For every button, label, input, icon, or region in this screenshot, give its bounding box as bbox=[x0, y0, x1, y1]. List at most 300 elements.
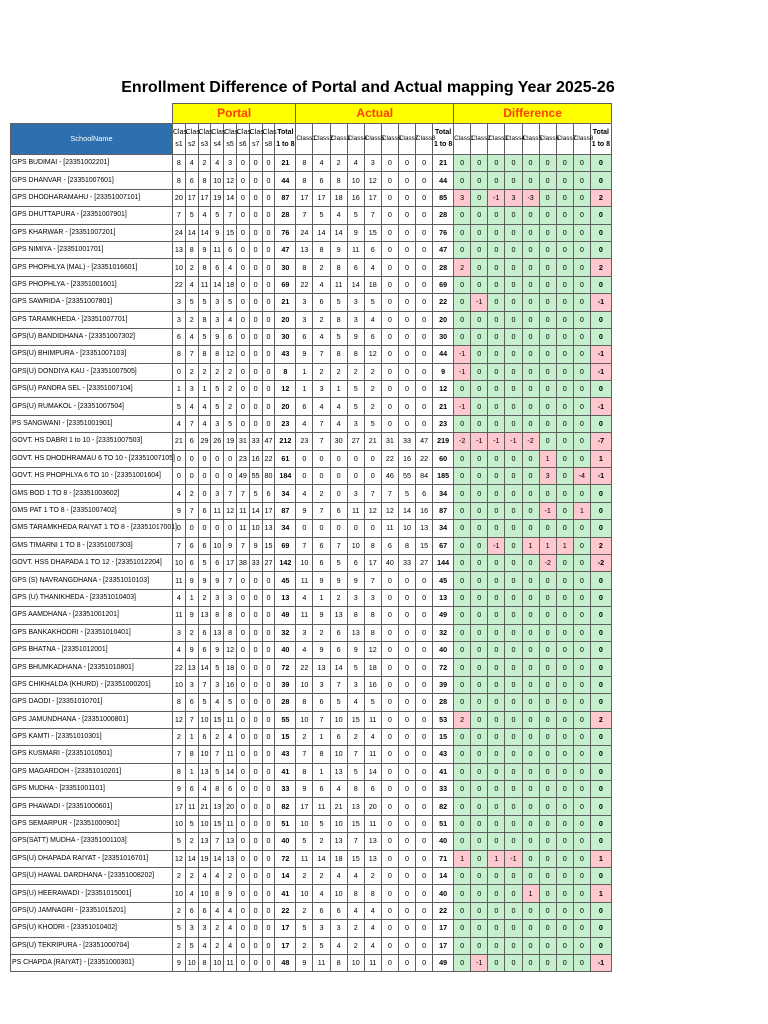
diff-value-cell: 0 bbox=[488, 589, 505, 606]
diff-value-cell: 0 bbox=[556, 172, 573, 189]
portal-value-cell: 0 bbox=[236, 363, 249, 380]
diff-total-cell: -1 bbox=[590, 363, 611, 380]
diff-value-cell: 0 bbox=[454, 207, 471, 224]
portal-value-cell: 3 bbox=[211, 294, 224, 311]
diff-value-cell: 0 bbox=[522, 676, 539, 693]
portal-value-cell: 4 bbox=[185, 276, 198, 293]
diff-value-cell: 3 bbox=[539, 468, 556, 485]
actual-value-cell: 4 bbox=[296, 641, 313, 658]
actual-value-cell: 16 bbox=[364, 676, 381, 693]
diff-value-cell: 0 bbox=[471, 694, 488, 711]
actual-value-cell: 10 bbox=[330, 815, 347, 832]
table-row bbox=[11, 833, 612, 850]
diff-value-cell: 0 bbox=[539, 485, 556, 502]
diff-value-cell: 0 bbox=[471, 659, 488, 676]
actual-value-cell: 5 bbox=[313, 937, 330, 954]
actual-total-cell: 40 bbox=[433, 641, 454, 658]
diff-value-cell: -1 bbox=[488, 537, 505, 554]
portal-value-cell: 1 bbox=[198, 381, 211, 398]
actual-value-cell: 0 bbox=[416, 850, 433, 867]
portal-value-cell: 5 bbox=[185, 815, 198, 832]
portal-value-cell: 15 bbox=[211, 711, 224, 728]
diff-value-cell: -1 bbox=[539, 502, 556, 519]
diff-value-cell: 0 bbox=[488, 833, 505, 850]
portal-value-cell: 5 bbox=[224, 294, 237, 311]
school-name-cell: GPS(U) KHODRI - [23351010402] bbox=[11, 920, 173, 937]
diff-value-cell: 0 bbox=[505, 485, 522, 502]
diff-value-cell: 0 bbox=[539, 815, 556, 832]
diff-value-cell: 0 bbox=[505, 711, 522, 728]
diff-value-cell: 0 bbox=[556, 155, 573, 172]
diff-value-cell: 0 bbox=[556, 433, 573, 450]
diff-value-cell: 2 bbox=[454, 711, 471, 728]
actual-total-cell: 33 bbox=[433, 781, 454, 798]
actual-value-cell: 4 bbox=[296, 415, 313, 432]
table-row bbox=[11, 468, 612, 485]
portal-value-cell: 9 bbox=[211, 224, 224, 241]
actual-value-cell: 0 bbox=[398, 694, 415, 711]
actual-value-cell: 9 bbox=[296, 781, 313, 798]
diff-total-cell: 0 bbox=[590, 415, 611, 432]
actual-value-cell: 0 bbox=[398, 728, 415, 745]
diff-value-cell: 0 bbox=[488, 728, 505, 745]
portal-value-cell: 0 bbox=[249, 589, 262, 606]
portal-value-cell: 5 bbox=[173, 398, 186, 415]
portal-value-cell: 5 bbox=[185, 207, 198, 224]
diff-value-cell: 0 bbox=[454, 537, 471, 554]
portal-value-cell: 0 bbox=[262, 868, 275, 885]
diff-value-cell: 0 bbox=[522, 937, 539, 954]
diff-value-cell: 0 bbox=[488, 520, 505, 537]
diff-value-cell: 0 bbox=[573, 954, 590, 971]
diff-total-cell: 0 bbox=[590, 937, 611, 954]
portal-value-cell: 0 bbox=[249, 346, 262, 363]
diff-value-cell: 0 bbox=[522, 241, 539, 258]
portal-value-cell: 10 bbox=[211, 954, 224, 971]
portal-value-cell: 8 bbox=[211, 346, 224, 363]
portal-value-cell: 8 bbox=[211, 885, 224, 902]
actual-value-cell: 4 bbox=[313, 328, 330, 345]
portal-value-cell: 24 bbox=[173, 224, 186, 241]
table-row bbox=[11, 954, 612, 971]
portal-value-cell: 6 bbox=[211, 259, 224, 276]
diff-value-cell: -1 bbox=[505, 433, 522, 450]
diff-value-cell: 1 bbox=[522, 885, 539, 902]
actual-value-cell: 9 bbox=[313, 607, 330, 624]
actual-total-cell: 15 bbox=[433, 728, 454, 745]
diff-value-cell: 0 bbox=[471, 259, 488, 276]
school-name-cell: GPS KHARWAR - [23351007201] bbox=[11, 224, 173, 241]
diff-value-cell: 0 bbox=[488, 676, 505, 693]
portal-value-cell: 11 bbox=[173, 572, 186, 589]
portal-value-cell: 6 bbox=[198, 728, 211, 745]
table-row bbox=[11, 224, 612, 241]
portal-value-cell: 4 bbox=[185, 328, 198, 345]
actual-value-cell: 0 bbox=[381, 363, 398, 380]
diff-total-cell: 0 bbox=[590, 328, 611, 345]
table-row bbox=[11, 520, 612, 537]
actual-total-cell: 144 bbox=[433, 554, 454, 571]
portal-value-cell: 12 bbox=[173, 850, 186, 867]
portal-value-cell: 1 bbox=[185, 763, 198, 780]
portal-total-cell: 20 bbox=[275, 311, 296, 328]
actual-value-cell: 20 bbox=[364, 798, 381, 815]
table-row bbox=[11, 676, 612, 693]
table-row bbox=[11, 798, 612, 815]
actual-value-cell: 3 bbox=[296, 311, 313, 328]
diff-value-cell: 0 bbox=[454, 641, 471, 658]
portal-value-cell: 9 bbox=[224, 885, 237, 902]
actual-value-cell: 8 bbox=[330, 172, 347, 189]
actual-value-cell: 0 bbox=[381, 589, 398, 606]
diff-value-cell: 0 bbox=[522, 363, 539, 380]
portal-value-cell: 2 bbox=[185, 485, 198, 502]
portal-total-cell: 17 bbox=[275, 937, 296, 954]
diff-value-cell: 0 bbox=[505, 954, 522, 971]
portal-value-cell: 0 bbox=[262, 311, 275, 328]
portal-value-cell: 0 bbox=[236, 711, 249, 728]
portal-class-header: Clas s2 bbox=[185, 124, 198, 155]
diff-value-cell: 0 bbox=[505, 276, 522, 293]
portal-value-cell: 4 bbox=[185, 155, 198, 172]
diff-value-cell: 0 bbox=[471, 589, 488, 606]
school-name-cell: GPS(U) TEKRIPURA - [23351000704] bbox=[11, 937, 173, 954]
actual-value-cell: 2 bbox=[347, 728, 364, 745]
portal-value-cell: 1 bbox=[173, 381, 186, 398]
portal-value-cell: 17 bbox=[262, 502, 275, 519]
actual-total-cell: 47 bbox=[433, 241, 454, 258]
actual-value-cell: 0 bbox=[313, 520, 330, 537]
school-name-cell: GPS(U) BHIMPURA - [23351007103] bbox=[11, 346, 173, 363]
portal-value-cell: 55 bbox=[249, 468, 262, 485]
portal-value-cell: 9 bbox=[211, 572, 224, 589]
portal-value-cell: 0 bbox=[249, 607, 262, 624]
portal-value-cell: 7 bbox=[236, 537, 249, 554]
diff-value-cell: 0 bbox=[573, 381, 590, 398]
diff-value-cell: 0 bbox=[471, 833, 488, 850]
diff-total-cell: 0 bbox=[590, 520, 611, 537]
diff-value-cell: 0 bbox=[454, 798, 471, 815]
diff-value-cell: 0 bbox=[573, 485, 590, 502]
diff-total-cell: 0 bbox=[590, 676, 611, 693]
portal-value-cell: 3 bbox=[185, 676, 198, 693]
portal-value-cell: 11 bbox=[198, 276, 211, 293]
portal-value-cell: 4 bbox=[198, 781, 211, 798]
portal-value-cell: 2 bbox=[211, 937, 224, 954]
portal-value-cell: 14 bbox=[211, 276, 224, 293]
diff-value-cell: 0 bbox=[573, 554, 590, 571]
portal-value-cell: 0 bbox=[249, 241, 262, 258]
diff-total-cell: 0 bbox=[590, 241, 611, 258]
diff-value-cell: 0 bbox=[471, 450, 488, 467]
diff-value-cell: 0 bbox=[539, 954, 556, 971]
actual-value-cell: 0 bbox=[398, 676, 415, 693]
diff-value-cell: -1 bbox=[505, 850, 522, 867]
actual-value-cell: 0 bbox=[398, 189, 415, 206]
actual-value-cell: 17 bbox=[364, 189, 381, 206]
school-name-cell: PS SANGWANI - [23351001901] bbox=[11, 415, 173, 432]
portal-value-cell: 29 bbox=[198, 433, 211, 450]
diff-total-cell: 1 bbox=[590, 850, 611, 867]
portal-value-cell: 0 bbox=[249, 328, 262, 345]
actual-value-cell: 2 bbox=[364, 381, 381, 398]
actual-value-cell: 3 bbox=[347, 311, 364, 328]
diff-value-cell: 0 bbox=[522, 850, 539, 867]
portal-value-cell: 0 bbox=[249, 728, 262, 745]
actual-value-cell: 2 bbox=[313, 485, 330, 502]
portal-value-cell: 0 bbox=[262, 954, 275, 971]
diff-value-cell: 0 bbox=[539, 294, 556, 311]
diff-value-cell: 0 bbox=[556, 502, 573, 519]
portal-value-cell: 0 bbox=[262, 728, 275, 745]
portal-value-cell: 0 bbox=[262, 746, 275, 763]
actual-value-cell: 16 bbox=[347, 189, 364, 206]
portal-total-cell: 33 bbox=[275, 781, 296, 798]
actual-value-cell: 5 bbox=[347, 207, 364, 224]
portal-value-cell: 5 bbox=[198, 694, 211, 711]
diff-value-cell: 0 bbox=[522, 694, 539, 711]
diff-value-cell: 0 bbox=[556, 207, 573, 224]
portal-value-cell: 3 bbox=[211, 311, 224, 328]
diff-value-cell: 0 bbox=[573, 241, 590, 258]
actual-value-cell: 0 bbox=[381, 850, 398, 867]
diff-value-cell: 0 bbox=[488, 502, 505, 519]
diff-value-cell: -4 bbox=[573, 468, 590, 485]
diff-total-cell: -1 bbox=[590, 954, 611, 971]
portal-value-cell: 10 bbox=[198, 746, 211, 763]
actual-value-cell: 12 bbox=[364, 641, 381, 658]
diff-value-cell: 0 bbox=[573, 207, 590, 224]
actual-total-cell: 53 bbox=[433, 711, 454, 728]
portal-value-cell: 0 bbox=[262, 937, 275, 954]
diff-value-cell: 0 bbox=[454, 833, 471, 850]
actual-value-cell: 10 bbox=[296, 815, 313, 832]
diff-value-cell: 0 bbox=[488, 885, 505, 902]
diff-value-cell: 0 bbox=[471, 537, 488, 554]
diff-value-cell: 0 bbox=[488, 781, 505, 798]
actual-value-cell: 0 bbox=[381, 398, 398, 415]
actual-value-cell: 10 bbox=[330, 746, 347, 763]
table-row bbox=[11, 415, 612, 432]
school-name-cell: GPS (U) THANIKHEDA - [23351010403] bbox=[11, 589, 173, 606]
actual-value-cell: 7 bbox=[364, 207, 381, 224]
diff-value-cell: 0 bbox=[539, 207, 556, 224]
portal-value-cell: 6 bbox=[185, 433, 198, 450]
portal-value-cell: 0 bbox=[249, 224, 262, 241]
portal-value-cell: 0 bbox=[236, 398, 249, 415]
portal-total-cell: 61 bbox=[275, 450, 296, 467]
diff-value-cell: 0 bbox=[539, 311, 556, 328]
actual-value-cell: 7 bbox=[364, 485, 381, 502]
actual-value-cell: 2 bbox=[296, 728, 313, 745]
diff-value-cell: 0 bbox=[454, 589, 471, 606]
diff-value-cell: 0 bbox=[454, 502, 471, 519]
portal-value-cell: 0 bbox=[236, 850, 249, 867]
portal-value-cell: 8 bbox=[224, 607, 237, 624]
diff-value-cell: 0 bbox=[539, 259, 556, 276]
actual-value-cell: 12 bbox=[364, 346, 381, 363]
portal-value-cell: 8 bbox=[173, 172, 186, 189]
actual-total-cell: 45 bbox=[433, 572, 454, 589]
actual-total-cell: 76 bbox=[433, 224, 454, 241]
portal-value-cell: 0 bbox=[249, 798, 262, 815]
actual-value-cell: 11 bbox=[296, 572, 313, 589]
actual-class-header: Class6 bbox=[381, 124, 398, 155]
portal-value-cell: 0 bbox=[173, 520, 186, 537]
group-actual: Actual bbox=[296, 104, 454, 124]
diff-value-cell: 0 bbox=[539, 728, 556, 745]
portal-value-cell: 2 bbox=[173, 937, 186, 954]
diff-value-cell: 0 bbox=[539, 676, 556, 693]
diff-value-cell: 0 bbox=[454, 902, 471, 919]
actual-value-cell: 0 bbox=[416, 781, 433, 798]
actual-value-cell: 0 bbox=[313, 450, 330, 467]
school-name-header: SchoolName bbox=[11, 124, 173, 155]
school-name-cell: GPS DHANVAR - [23351007601] bbox=[11, 172, 173, 189]
diff-total-cell: -2 bbox=[590, 554, 611, 571]
actual-value-cell: 4 bbox=[330, 415, 347, 432]
actual-value-cell: 13 bbox=[330, 763, 347, 780]
actual-value-cell: 0 bbox=[381, 241, 398, 258]
diff-value-cell: -1 bbox=[488, 189, 505, 206]
portal-value-cell: 0 bbox=[198, 468, 211, 485]
portal-value-cell: 0 bbox=[249, 920, 262, 937]
diff-value-cell: 0 bbox=[556, 641, 573, 658]
actual-value-cell: 8 bbox=[330, 259, 347, 276]
actual-value-cell: 9 bbox=[347, 224, 364, 241]
portal-value-cell: 22 bbox=[173, 276, 186, 293]
diff-value-cell: 0 bbox=[471, 189, 488, 206]
actual-value-cell: 8 bbox=[313, 241, 330, 258]
actual-value-cell: 2 bbox=[347, 937, 364, 954]
diff-value-cell: 0 bbox=[573, 676, 590, 693]
actual-value-cell: 5 bbox=[330, 694, 347, 711]
diff-value-cell: 0 bbox=[522, 920, 539, 937]
actual-total-cell: 40 bbox=[433, 833, 454, 850]
diff-value-cell: 0 bbox=[488, 572, 505, 589]
diff-value-cell: 0 bbox=[556, 624, 573, 641]
diff-value-cell: 0 bbox=[522, 294, 539, 311]
school-name-cell: GPS PHOPHLYA - [23351001601] bbox=[11, 276, 173, 293]
table-row bbox=[11, 398, 612, 415]
actual-value-cell: 0 bbox=[416, 607, 433, 624]
actual-value-cell: 14 bbox=[398, 502, 415, 519]
actual-value-cell: 5 bbox=[296, 833, 313, 850]
portal-value-cell: 10 bbox=[173, 259, 186, 276]
actual-value-cell: 0 bbox=[398, 572, 415, 589]
actual-value-cell: 8 bbox=[330, 346, 347, 363]
actual-value-cell: 0 bbox=[347, 520, 364, 537]
actual-value-cell: 2 bbox=[330, 155, 347, 172]
portal-value-cell: 0 bbox=[236, 207, 249, 224]
portal-value-cell: 47 bbox=[262, 433, 275, 450]
diff-value-cell: 0 bbox=[573, 398, 590, 415]
actual-value-cell: 0 bbox=[381, 624, 398, 641]
diff-value-cell: 0 bbox=[539, 572, 556, 589]
actual-value-cell: 3 bbox=[313, 676, 330, 693]
portal-total-cell: 32 bbox=[275, 624, 296, 641]
diff-value-cell: 0 bbox=[556, 450, 573, 467]
actual-value-cell: 7 bbox=[313, 502, 330, 519]
diff-value-cell: 0 bbox=[556, 694, 573, 711]
diff-total-cell: 0 bbox=[590, 659, 611, 676]
diff-value-cell: 0 bbox=[573, 155, 590, 172]
portal-total-cell: 51 bbox=[275, 815, 296, 832]
actual-total-cell: 30 bbox=[433, 328, 454, 345]
diff-total-cell: 2 bbox=[590, 711, 611, 728]
actual-value-cell: 0 bbox=[416, 868, 433, 885]
actual-total-cell: 20 bbox=[433, 311, 454, 328]
portal-value-cell: 0 bbox=[262, 815, 275, 832]
diff-value-cell: 0 bbox=[573, 328, 590, 345]
portal-value-cell: 22 bbox=[173, 659, 186, 676]
actual-value-cell: 10 bbox=[330, 885, 347, 902]
portal-value-cell: 0 bbox=[249, 694, 262, 711]
diff-value-cell: 0 bbox=[556, 937, 573, 954]
actual-value-cell: 10 bbox=[398, 520, 415, 537]
portal-value-cell: 9 bbox=[198, 572, 211, 589]
portal-value-cell: 0 bbox=[198, 450, 211, 467]
actual-value-cell: 0 bbox=[398, 711, 415, 728]
actual-value-cell: 0 bbox=[398, 641, 415, 658]
portal-value-cell: 0 bbox=[262, 207, 275, 224]
diff-value-cell: 0 bbox=[539, 172, 556, 189]
portal-value-cell: 0 bbox=[249, 850, 262, 867]
actual-value-cell: 17 bbox=[296, 189, 313, 206]
portal-value-cell: 2 bbox=[173, 868, 186, 885]
portal-value-cell: 7 bbox=[211, 833, 224, 850]
diff-value-cell: 0 bbox=[556, 468, 573, 485]
actual-value-cell: 27 bbox=[347, 433, 364, 450]
portal-value-cell: 0 bbox=[236, 589, 249, 606]
portal-value-cell: 7 bbox=[173, 746, 186, 763]
diff-value-cell: 0 bbox=[556, 328, 573, 345]
portal-value-cell: 0 bbox=[236, 659, 249, 676]
diff-value-cell: 0 bbox=[556, 224, 573, 241]
school-name-cell: GPS(U) RUMAKOL - [23351007504] bbox=[11, 398, 173, 415]
diff-value-cell: 0 bbox=[522, 311, 539, 328]
diff-value-cell: -1 bbox=[454, 363, 471, 380]
school-name-cell: GPS AAMDHANA - [23351001201] bbox=[11, 607, 173, 624]
diff-value-cell: 0 bbox=[488, 328, 505, 345]
diff-value-cell: 0 bbox=[522, 815, 539, 832]
portal-value-cell: 2 bbox=[185, 363, 198, 380]
diff-total-cell: 0 bbox=[590, 155, 611, 172]
portal-value-cell: 7 bbox=[185, 711, 198, 728]
diff-value-cell: 0 bbox=[488, 381, 505, 398]
portal-value-cell: 2 bbox=[173, 728, 186, 745]
portal-total-cell: 21 bbox=[275, 155, 296, 172]
diff-value-cell: 0 bbox=[573, 311, 590, 328]
actual-value-cell: 4 bbox=[364, 920, 381, 937]
diff-value-cell: 0 bbox=[539, 415, 556, 432]
actual-value-cell: 0 bbox=[381, 920, 398, 937]
portal-value-cell: 80 bbox=[262, 468, 275, 485]
diff-value-cell: 0 bbox=[505, 520, 522, 537]
actual-value-cell: 0 bbox=[416, 728, 433, 745]
portal-value-cell: 18 bbox=[224, 276, 237, 293]
diff-value-cell: 0 bbox=[556, 520, 573, 537]
actual-value-cell: 7 bbox=[313, 346, 330, 363]
diff-value-cell: 0 bbox=[573, 433, 590, 450]
diff-value-cell: 0 bbox=[573, 276, 590, 293]
group-portal: Portal bbox=[173, 104, 296, 124]
diff-value-cell: 0 bbox=[522, 224, 539, 241]
diff-value-cell: 0 bbox=[556, 781, 573, 798]
diff-value-cell: 0 bbox=[505, 311, 522, 328]
portal-value-cell: 3 bbox=[224, 155, 237, 172]
actual-value-cell: 0 bbox=[330, 520, 347, 537]
